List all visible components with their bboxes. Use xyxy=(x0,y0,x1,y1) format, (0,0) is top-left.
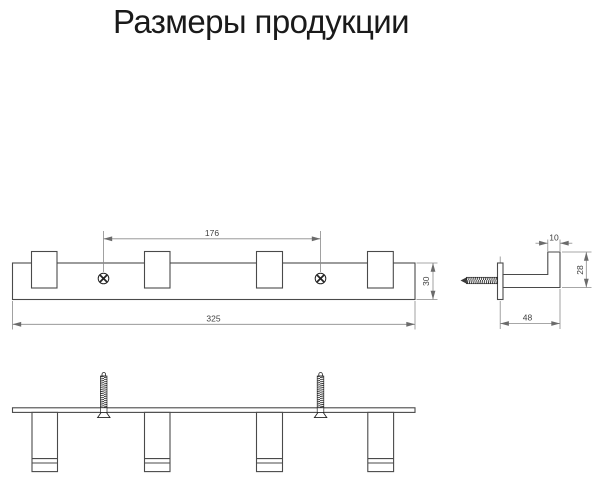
dim-value-30: 30 xyxy=(420,276,431,287)
dim-value-48: 48 xyxy=(522,312,533,323)
dim-value-325: 325 xyxy=(206,313,221,324)
hook-front-2 xyxy=(145,252,171,289)
dimension-total-length xyxy=(13,301,416,330)
hook-bottom-2 xyxy=(145,412,171,471)
dimension-hook-height xyxy=(562,252,592,288)
dim-value-176: 176 xyxy=(204,227,220,238)
bottom-view xyxy=(13,372,416,471)
hook-bottom-1 xyxy=(32,412,58,471)
bar-cross-section xyxy=(498,263,504,300)
hook-front-1 xyxy=(32,252,58,289)
front-view xyxy=(13,228,438,330)
dimension-hook-tip-width xyxy=(536,232,573,251)
dim-value-10: 10 xyxy=(549,232,559,243)
side-view xyxy=(461,232,592,329)
dim-value-28: 28 xyxy=(575,265,585,275)
hook-front-3 xyxy=(257,252,283,289)
dimension-bar-height xyxy=(417,263,438,300)
hook-bottom-3 xyxy=(257,412,283,471)
phillips-screw-icon xyxy=(315,273,326,284)
hook-bar-front xyxy=(13,263,416,300)
hook-bottom-4 xyxy=(368,412,394,471)
page-title: Размеры продукции xyxy=(113,3,409,40)
hook-front-4 xyxy=(368,252,394,289)
hook-profile xyxy=(503,252,560,288)
phillips-screw-icon xyxy=(98,273,109,284)
hook-bar-top xyxy=(13,408,416,413)
screw-side-icon xyxy=(461,277,498,283)
dimension-hook-depth xyxy=(500,289,560,329)
